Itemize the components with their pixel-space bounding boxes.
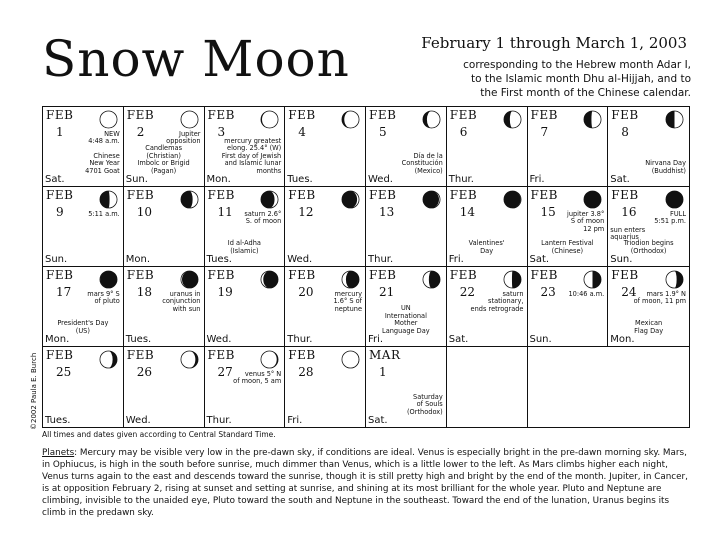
day-number: 6: [459, 125, 468, 139]
month-label: FEB: [530, 188, 558, 202]
day-note: saturn 2.6° S. of moon: [244, 210, 282, 226]
day-note: Triodion begins (Orthodox): [623, 239, 674, 255]
month-label: FEB: [126, 188, 155, 202]
month-label: FEB: [207, 348, 235, 362]
day-number: 21: [379, 285, 395, 299]
day-note: 5:11 a.m.: [88, 210, 120, 218]
calendar-day-cell: [124, 267, 205, 347]
day-number: 9: [56, 205, 64, 219]
calendar-day-cell: [366, 267, 447, 347]
weekday-label: Mon.: [610, 334, 635, 345]
moon-phase-icon: [503, 190, 522, 209]
weekday-label: Sun.: [610, 254, 633, 265]
calendar-day-cell: [43, 267, 124, 347]
moon-phase-icon: [665, 190, 684, 209]
weekday-label: Tues.: [125, 334, 152, 345]
month-label: FEB: [611, 188, 639, 202]
moon-phase-icon: [180, 350, 199, 369]
day-note: mars 1.9° N of moon, 11 pm: [633, 290, 686, 306]
weekday-label: Mon.: [45, 334, 70, 345]
weekday-label: Sat.: [529, 254, 550, 265]
month-label: FEB: [288, 348, 316, 362]
moon-phase-icon: [180, 270, 199, 289]
day-note: Lantern Festival (Chinese): [541, 239, 594, 255]
planets-text: : Mercury may be visible very low in the pre-dawn sky, if conditions are ideal. Venus is especially bright in the pre-dawn morning sky. Mars, in Ophiucus, is high in the south before sunrise, much dimmer than Venus, which is a little lower to the left. As Mars climbs higher each night, Venus turns again to the east and descends toward the sunrise, though it is still pretty high and bright by the end of the month. Jupiter, in Cancer, is at opposition February 2, rising at sunset and setting at sunrise, and shining at its most brilliant for the whole year. Pluto and Neptune are climbing, invisible to the unaided eye, Pluto toward the south and Neptune in the southeast. Toward the end of the lunation, Uranus begins its climb in the predawn sky.: [42, 448, 688, 518]
moon-phase-icon: [503, 270, 522, 289]
calendar-day-cell: [205, 347, 286, 427]
moon-phase-icon: [422, 270, 441, 289]
moon-phase-icon: [180, 110, 199, 129]
calendar-day-cell: [124, 107, 205, 187]
moon-phase-icon: [341, 270, 360, 289]
month-label: FEB: [207, 188, 235, 202]
day-note: Día de la Constitución (Mexico): [401, 151, 443, 175]
moon-phase-icon: [99, 350, 118, 369]
day-note: Id al-Adha (Islamic): [227, 239, 261, 255]
day-number: 10: [136, 205, 153, 219]
moon-phase-icon: [180, 190, 199, 209]
calendar-day-cell: [366, 107, 447, 187]
month-label: FEB: [530, 268, 558, 282]
day-note: jupiter 3.8° S of moon 12 pm: [566, 210, 605, 233]
day-note: 10:46 a.m.: [568, 290, 605, 298]
day-number: 24: [621, 285, 637, 299]
day-number: 7: [540, 125, 549, 139]
calendar-day-cell: [205, 267, 286, 347]
weekday-label: Fri.: [448, 254, 464, 265]
month-label: FEB: [449, 268, 478, 282]
moon-phase-icon: [503, 110, 522, 129]
weekday-label: Fri.: [368, 334, 384, 345]
correspondence-line: the First month of the Chinese calendar.: [480, 87, 691, 99]
calendar-day-cell: [205, 187, 286, 267]
moon-phase-icon: [341, 350, 360, 369]
weekday-label: Wed.: [368, 174, 393, 185]
day-number: 27: [217, 365, 233, 379]
calendar-day-cell: [366, 187, 447, 267]
weekday-label: Thur.: [448, 174, 474, 185]
weekday-label: Fri.: [529, 174, 545, 185]
weekday-label: Wed.: [206, 334, 232, 345]
day-note: Saturday of Souls (Orthodox): [406, 392, 443, 416]
month-label: FEB: [369, 188, 397, 202]
day-note: Mexican Flag Day: [634, 319, 664, 335]
moon-phase-icon: [583, 190, 602, 209]
day-note: uranus in conjunction with sun: [162, 290, 201, 313]
day-number: 11: [217, 205, 233, 219]
day-note: mercury greatest elong. 25.4° (W) First day of Jewish and Islamic lunar months: [221, 136, 282, 175]
weekday-label: Thur.: [287, 334, 313, 345]
correspondence-line: to the Islamic month Dhu al-Hijjah, and to: [471, 73, 691, 85]
correspondence-line: corresponding to the Hebrew month Adar I,: [463, 59, 691, 71]
moon-phase-icon: [260, 110, 279, 129]
weekday-label: Thur.: [368, 254, 394, 265]
copyright: [30, 330, 42, 430]
weekday-label: Fri.: [287, 415, 303, 426]
weekday-label: Thur.: [206, 415, 232, 426]
moon-phase-icon: [260, 350, 279, 369]
calendar-day-cell: [447, 107, 528, 187]
month-label: FEB: [126, 108, 155, 122]
day-number: 28: [298, 365, 314, 379]
day-note: mercury 1.6° S of neptune: [333, 290, 362, 313]
day-number: 14: [459, 205, 476, 219]
day-number: 20: [298, 285, 314, 299]
day-note: President's Day (US): [57, 319, 109, 335]
day-note: mars 9° S of pluto: [87, 290, 120, 306]
month-label: FEB: [46, 108, 74, 122]
month-label: FEB: [126, 268, 155, 282]
weekday-label: Tues.: [45, 415, 71, 426]
calendar-grid: [42, 106, 690, 428]
month-label: FEB: [369, 268, 397, 282]
day-number: 13: [379, 205, 395, 219]
calendar-day-cell: [447, 187, 528, 267]
moon-phase-icon: [99, 270, 118, 289]
moon-phase-icon: [260, 270, 279, 289]
page-title: Snow Moon: [42, 30, 350, 88]
day-note: venus 5° N of moon, 5 am: [233, 370, 282, 386]
date-range: February 1 through March 1, 2003: [421, 34, 687, 52]
moon-phase-icon: [583, 110, 602, 129]
day-number: 26: [136, 365, 153, 379]
calendar-day-cell: [285, 267, 366, 347]
weekday-label: Tues.: [206, 254, 232, 265]
calendar-day-cell: [528, 107, 609, 187]
calendar-day-cell: [447, 267, 528, 347]
weekday-label: Wed.: [287, 254, 313, 265]
month-label: FEB: [46, 348, 74, 362]
moon-phase-icon: [665, 110, 684, 129]
month-label: FEB: [288, 188, 316, 202]
moon-phase-icon: [583, 270, 602, 289]
calendar-empty-cell: [447, 347, 528, 427]
weekday-label: Sun.: [529, 334, 552, 345]
day-number: 5: [379, 125, 387, 139]
month-label: FEB: [207, 268, 235, 282]
month-label: FEB: [611, 268, 639, 282]
calendar-day-cell: [366, 347, 447, 427]
day-number: 22: [459, 285, 476, 299]
calendar-day-cell: [608, 267, 689, 347]
calendar-day-cell: [124, 347, 205, 427]
moon-phase-icon: [99, 190, 118, 209]
day-note: Valentines' Day: [468, 239, 505, 255]
day-number: 2: [136, 125, 145, 139]
moon-phase-icon: [99, 110, 118, 129]
day-number: 18: [136, 285, 153, 299]
day-number: 25: [56, 365, 72, 379]
weekday-label: Tues.: [287, 174, 313, 185]
weekday-label: Mon.: [125, 254, 151, 265]
calendar-day-cell: [528, 187, 609, 267]
day-number: 16: [621, 205, 637, 219]
weekday-label: Sun.: [125, 174, 148, 185]
moon-phase-icon: [665, 270, 684, 289]
day-note: UN International Mother Language Day: [382, 304, 430, 335]
month-label: FEB: [288, 108, 316, 122]
day-number: 15: [540, 205, 556, 219]
day-note: NEW 4:48 a.m.: [88, 130, 120, 146]
month-label: FEB: [288, 268, 316, 282]
calendar-day-cell: [528, 267, 609, 347]
day-note: Jupiter opposition: [166, 130, 201, 146]
day-number: 1: [379, 365, 387, 379]
calendar-correspondence: [391, 58, 691, 100]
day-number: 1: [56, 125, 64, 139]
calendar-day-cell: [608, 107, 689, 187]
moon-phase-icon: [422, 190, 441, 209]
day-number: 12: [298, 205, 314, 219]
day-number: 23: [540, 285, 556, 299]
month-label: FEB: [611, 108, 639, 122]
day-number: 8: [621, 125, 629, 139]
planets-paragraph: [42, 447, 694, 519]
calendar-day-cell: [43, 107, 124, 187]
moon-phase-icon: [422, 110, 441, 129]
month-label: FEB: [126, 348, 155, 362]
weekday-label: Sat.: [448, 334, 469, 345]
month-label: FEB: [369, 108, 397, 122]
moon-phase-icon: [341, 190, 360, 209]
planets-label: Planets: [42, 448, 75, 458]
weekday-label: Wed.: [125, 415, 151, 426]
weekday-label: Sun.: [45, 254, 68, 265]
day-number: 19: [217, 285, 233, 299]
day-note: sun enters aquarius: [610, 226, 646, 242]
month-label: MAR: [369, 348, 401, 362]
weekday-label: Sat.: [45, 174, 65, 185]
month-label: FEB: [449, 108, 478, 122]
calendar-day-cell: [285, 187, 366, 267]
day-number: 3: [217, 125, 226, 139]
calendar-day-cell: [205, 107, 286, 187]
month-label: FEB: [530, 108, 558, 122]
weekday-label: Mon.: [206, 174, 231, 185]
day-note: Chinese New Year 4701 Goat: [85, 151, 120, 175]
day-note: FULL 5:51 p.m.: [654, 210, 686, 226]
calendar-day-cell: [124, 187, 205, 267]
calendar-day-cell: [43, 347, 124, 427]
weekday-label: Sat.: [368, 415, 388, 426]
month-label: FEB: [46, 268, 74, 282]
calendar-day-cell: [608, 187, 689, 267]
calendar-day-cell: [285, 347, 366, 427]
month-label: FEB: [207, 108, 235, 122]
weekday-label: Sat.: [610, 174, 630, 185]
day-number: 17: [56, 285, 72, 299]
day-number: 4: [298, 125, 306, 139]
timezone-footnote: All times and dates given according to Central Standard Time.: [42, 430, 276, 439]
month-label: FEB: [46, 188, 74, 202]
copyright-text: ©2002 Paula E. Burch: [30, 352, 38, 430]
moon-phase-icon: [341, 110, 360, 129]
calendar-day-cell: [285, 107, 366, 187]
day-note: Nirvana Day (Buddhist): [645, 159, 686, 175]
day-note: Candlemas (Christian) Imbolc or Brigid (Pagan): [137, 144, 190, 175]
month-label: FEB: [449, 188, 478, 202]
day-note: saturn stationary, ends retrograde: [470, 290, 524, 313]
calendar-day-cell: [43, 187, 124, 267]
moon-phase-icon: [260, 190, 279, 209]
